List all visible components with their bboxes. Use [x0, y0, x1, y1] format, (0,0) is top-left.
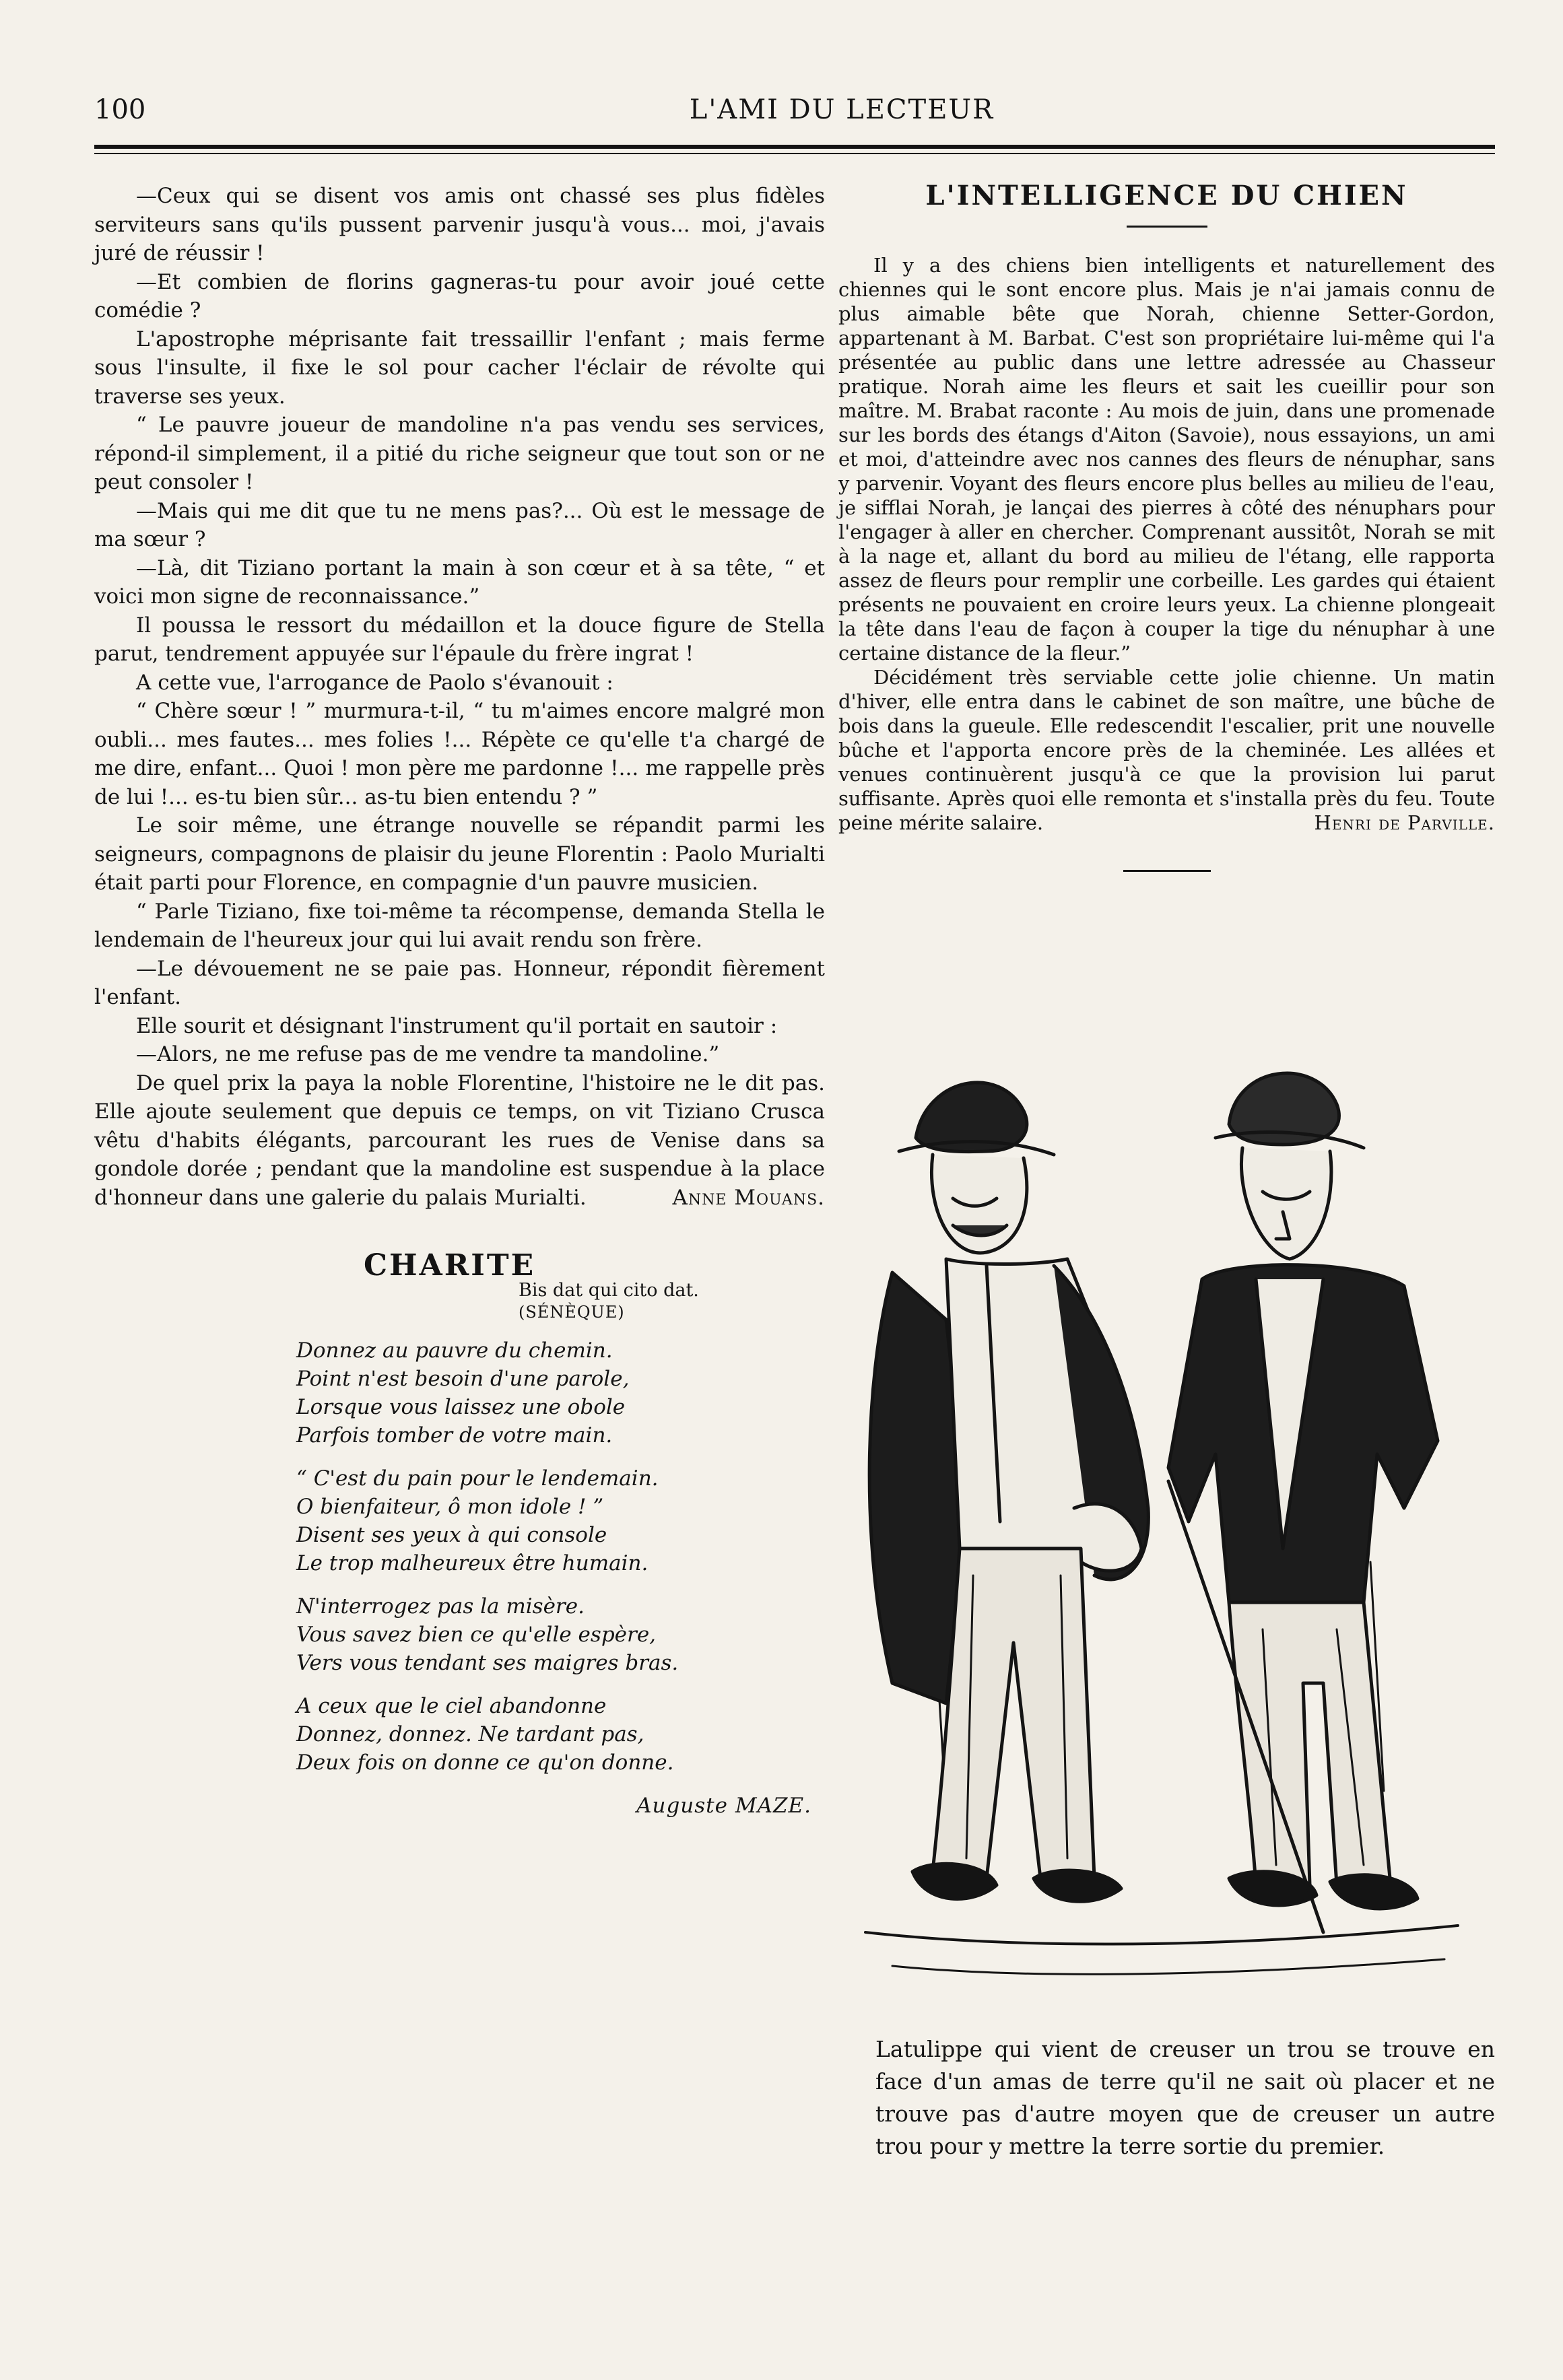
poem-line: Lorsque vous laissez une obole — [296, 1395, 626, 1419]
poem-body — [296, 1336, 825, 1820]
article-paragraph: Il y a des chiens bien intelligents et naturellement des chiennes qui le sont encore plus. Mais je n'ai jamais connu de plus aimable bête que Norah, chienne Setter-Gordon, appartenant à M. Barbat. C'est son propriétaire lui-même qui l'a présentée au public dans une lettre adressée au Chasseur pratique. Norah aime les fleurs et sait les cueillir pour son maître. M. Brabat raconte : Au mois de juin, dans une promenade sur les bords des étangs d'Aiton (Savoie), nous essayions, un ami et moi, d'atteindre avec nos cannes des fleurs de nénuphar, sans y parvenir. Voyant des fleurs encore plus belles au milieu de l'eau, je sifflai Norah, je lançai des pierres à côté des nénuphars pour l'engager à aller en chercher. Comprenant aussitôt, Norah se mit à la nage et, allant du bord au milieu de l'étang, elle rapporta assez de fleurs pour remplir une corbeille. Les gardes qui étaient présents ne pouvaient en croire leurs yeux. La chienne plongeait la tête dans l'eau de façon à couper la tige du nénuphar à une certaine distance de la fleur.” — [838, 253, 1495, 665]
header-rule — [94, 145, 1495, 149]
poem-line: A ceux que le ciel abandonne — [296, 1694, 607, 1718]
section-divider — [1123, 870, 1211, 872]
poem-line: Disent ses yeux à qui console — [296, 1523, 607, 1547]
article-title: L'INTELLIGENCE DU CHIEN — [925, 180, 1408, 211]
poem-epigraph — [519, 1280, 825, 1323]
right-figure — [1168, 1073, 1438, 1932]
story-paragraph: “ Parle Tiziano, fixe toi-même ta récompense, demanda Stella le lendemain de l'heureux jour qui lui avait rendu son frère. — [94, 899, 825, 952]
story-paragraph: Il poussa le ressort du médaillon et la douce figure de Stella parut, tendrement appuyée sur l'épaule du frère ingrat ! — [94, 613, 825, 666]
story-paragraph: —Alors, ne me refuse pas de me vendre ta mandoline.” — [136, 1042, 720, 1066]
story-paragraph: —Le dévouement ne se paie pas. Honneur, répondit fièrement l'enfant. — [94, 956, 825, 1009]
cartoon-illustration — [852, 1037, 1478, 1996]
story-paragraph: —Mais qui me dit que tu ne mens pas?... Où est le message de ma sœur ? — [94, 498, 825, 551]
article-body — [838, 253, 1495, 835]
poem-line: Vous savez bien ce qu'elle espère, — [296, 1623, 657, 1647]
article-paragraph-text: Décidément très serviable cette jolie chienne. Un matin d'hiver, elle entra dans le cabinet de son maître, une bûche de bois dans la gueule. Elle redescendit l'escalier, prit une nouvelle bûche et l'apporta encore près de la cheminée. Les allées et venues continuèrent jusqu'à ce que la provision lui parut suffisante. Après quoi elle remonta et s'installa près du feu. Toute peine mérite salaire. — [838, 665, 1495, 834]
article-signature: Henri de Parville. — [1314, 811, 1495, 834]
poem-line: Le trop malheureux être humain. — [296, 1551, 649, 1575]
story-paragraph: —Ceux qui se disent vos amis ont chassé ses plus fidèles serviteurs sans qu'ils pussent parvenir jusqu'à vous... moi, j'avais juré de réussir ! — [94, 184, 825, 265]
epigraph-text: Bis dat qui cito dat. — [519, 1280, 699, 1301]
story-paragraph: Le soir même, une étrange nouvelle se répandit parmi les seigneurs, compagnons de plaisir du jeune Florentin : Paolo Murialti était parti pour Florence, en compagnie d'un pauvre musicien. — [94, 813, 825, 895]
story-paragraph: A cette vue, l'arrogance de Paolo s'évanouit : — [136, 670, 613, 695]
story-paragraph: De quel prix la paya la noble Florentine, l'histoire ne le dit pas. Elle ajoute seulement que depuis ce temps, on vit Tiziano Crusca vêtu d'habits élégants, parcourant les rues de Venise dans sa gondole dorée ; pendant que la mandoline est suspendue à la place d'honneur dans une galerie du palais Murialti. — [94, 1070, 825, 1210]
poem-line: Donnez au pauvre du chemin. — [296, 1338, 613, 1363]
poem-line: N'interrogez pas la misère. — [296, 1594, 585, 1619]
left-column — [94, 182, 825, 1820]
story-paragraph: —Là, dit Tiziano portant la main à son cœur et à sa tête, “ et voici mon signe de reconnaissance.” — [94, 555, 825, 609]
poem-line: Donnez, donnez. Ne tardant pas, — [296, 1722, 644, 1746]
poem-stanza — [296, 1464, 825, 1577]
poem-line: “ C'est du pain pour le lendemain. — [296, 1466, 659, 1491]
poem-stanza — [296, 1592, 825, 1677]
running-title: L'AMI DU LECTEUR — [689, 94, 995, 125]
right-column — [838, 182, 1495, 906]
title-divider — [1127, 226, 1207, 228]
poem-author: Auguste MAZE. — [636, 1794, 811, 1818]
story-paragraph: “ Chère sœur ! ” murmura-t-il, “ tu m'aimes encore malgré mon oubli... mes fautes... mes folies !... Répète ce qu'elle t'a chargé de me dire, enfant... Quoi ! mon père me pardonne !... me rappelle près de lui !... es-tu bien sûr... as-tu bien entendu ? ” — [94, 699, 825, 809]
poem-line: O bienfaiteur, ô mon idole ! ” — [296, 1495, 604, 1519]
poem-stanza — [296, 1336, 825, 1450]
epigraph-source: (SÉNÈQUE) — [519, 1303, 625, 1322]
page-number: 100 — [94, 94, 146, 125]
poem-line: Deux fois on donne ce qu'on donne. — [296, 1750, 674, 1775]
article-paragraph — [838, 665, 1495, 835]
header-rule-thin — [94, 153, 1495, 154]
story-paragraph: Elle sourit et désignant l'instrument qu'il portait en sautoir : — [136, 1013, 778, 1038]
poem-line: Point n'est besoin d'une parole, — [296, 1367, 630, 1391]
story-paragraph: —Et combien de florins gagneras-tu pour avoir joué cette comédie ? — [94, 269, 825, 322]
illustration-caption: Latulippe qui vient de creuser un trou se trouve en face d'un amas de terre qu'il ne sait où placer et ne trouve pas d'autre moyen que de creuser un autre trou pour y mettre la terre sortie du premier. — [875, 2036, 1495, 2159]
story-signature: Anne Mouans. — [672, 1186, 825, 1210]
poem-line: Vers vous tendant ses maigres bras. — [296, 1651, 679, 1675]
poem-stanza — [296, 1692, 825, 1777]
poem-line: Parfois tomber de votre main. — [296, 1423, 613, 1448]
story-paragraph: L'apostrophe méprisante fait tressaillir l'enfant ; mais ferme sous l'insulte, il fixe le sol pour cacher l'éclair de révolte qui traverse ses yeux. — [94, 327, 825, 409]
left-figure — [869, 1083, 1148, 1901]
poem-title: CHARITE — [364, 1248, 536, 1283]
story-paragraph: “ Le pauvre joueur de mandoline n'a pas vendu ses services, répond-il simplement, il a pitié du riche seigneur que tout son or ne peut consoler ! — [94, 413, 825, 494]
